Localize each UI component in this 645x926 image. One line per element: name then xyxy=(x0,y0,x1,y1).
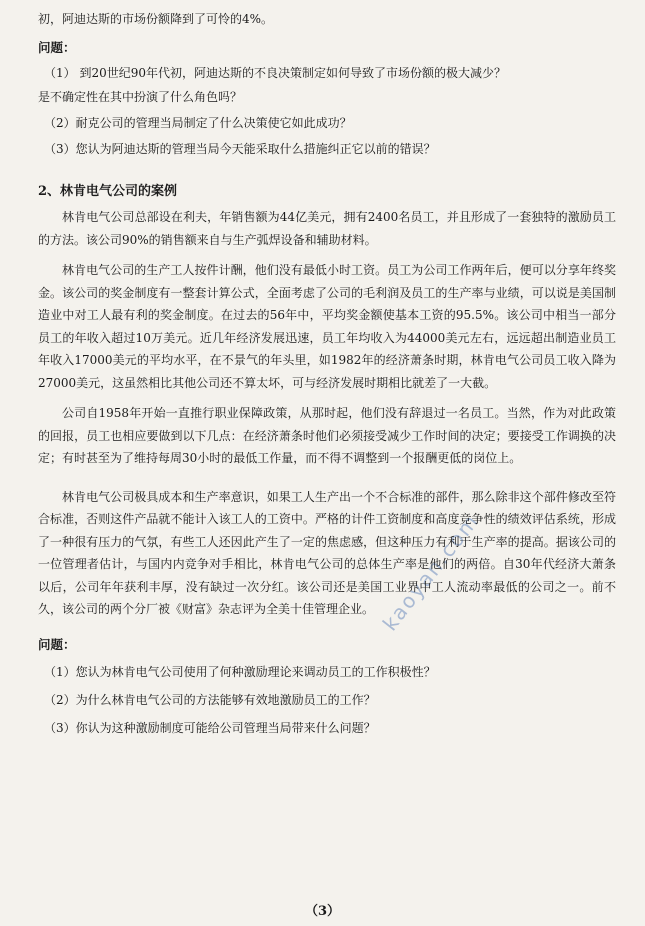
paragraph: 林肯电气公司总部设在利夫，年销售额为44亿美元，拥有2400名员工，并且形成了一套独特的激励员工的方法。该公司90%的销售额来自与生产弧焊设备和辅助材料。 xyxy=(38,210,616,247)
paragraph: 林肯电气公司极具成本和生产率意识，如果工人生产出一个不合标准的部件，那么除非这个部件修改至符合标准，否则这件产品就不能计入该工人的工资中。严格的计件工资制度和高度竞争性的绩效评估系统，形成了一种很有压力的气氛，有些工人还因此产生了一定的焦虑感，但这种压力有利于生产率的提高。据该公司的一位管理者估计，与国内内竞争对手相比，林肯电气公司的总体生产率是他们的两倍。自30年代经济大萧条以后，公司年年获利丰厚，没有缺过一次分红。该公司还是美国工业界中工人流动率最低的公司之一。前不久，该公司的两个分厂被《财富》杂志评为全美十佳管理企业。 xyxy=(38,489,616,616)
question-item: （2）耐克公司的管理当局制定了什么决策使它如此成功？ xyxy=(44,116,352,130)
question-item: （2）为什么林肯电气公司的方法能够有效地激励员工的工作？ xyxy=(44,692,376,707)
question-list-1 xyxy=(38,62,616,160)
case-body xyxy=(38,206,616,621)
paragraph: 林肯电气公司的生产工人按件计酬，他们没有最低小时工资。员工为公司工作两年后，便可以分享年终奖金。该公司的奖金制度有一整套计算公式，全面考虑了公司的毛利润及员工的生产率与业绩，可以说是美国制造业中对工人最有利的奖金制度。在过去的56年中，平均奖金额使基本工资的95.5%。该公司中相当一部分员工的年收入超过10万美元。近几年经济发展迅速，员工年均收入为44000美元左右，远远超出制造业员工年收入17000美元的平均水平，在不景气的年头里，如1982年的经济萧条时期，林肯电气公司员工收入降为27000美元，这虽然相比其他公司还不算太坏，可与经济发展时期相比就差了一大截。 xyxy=(38,263,616,390)
question-item: （3）你认为这种激励制度可能给公司管理当局带来什么问题？ xyxy=(44,720,376,735)
page-number: （3） xyxy=(304,904,341,919)
question-list-2 xyxy=(38,661,616,739)
questions-heading-1: 问题： xyxy=(38,40,76,55)
section-title: 2、林肯电气公司的案例 xyxy=(38,184,178,199)
question-item: （1） 到20世纪90年代初，阿迪达斯的不良决策制定如何导致了市场份额的极大减少？ xyxy=(44,66,506,80)
question-item: 是不确定性在其中扮演了什么角色吗？ xyxy=(38,90,243,104)
intro-line: 初，阿迪达斯的市场份额降到了可怜的4%。 xyxy=(38,12,274,26)
question-item: （3）您认为阿迪达斯的管理当局今天能采取什么措施纠正它以前的错误？ xyxy=(44,142,436,156)
question-item: （1）您认为林肯电气公司使用了何种激励理论来调动员工的工作积极性？ xyxy=(44,664,436,679)
watermark: kaoyan.com xyxy=(377,508,484,636)
questions-heading-2: 问题： xyxy=(38,636,76,652)
page-content xyxy=(38,6,616,739)
paragraph: 公司自1958年开始一直推行职业保障政策，从那时起，他们没有辞退过一名员工。当然，作为对此政策的回报，员工也相应要做到以下几点：在经济萧条时他们必须接受减少工作时间的决定；要接受工作调换的决定；有时甚至为了维持每周30小时的最低工作量，而不得不调整到一个报酬更低的岗位上。 xyxy=(38,406,616,465)
